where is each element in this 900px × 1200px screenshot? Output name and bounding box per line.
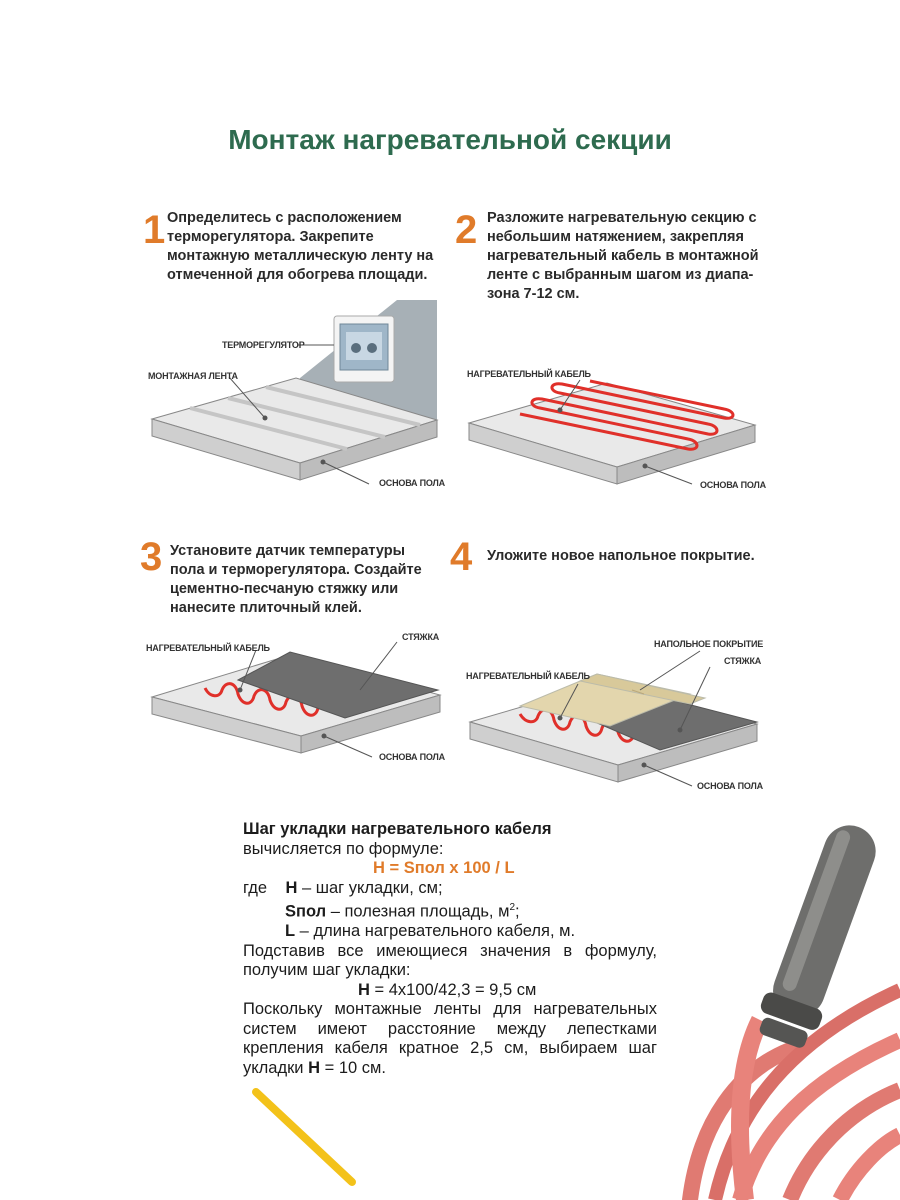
formula-conclusion xyxy=(243,1000,657,1078)
label-floor-base-3: ОСНОВА ПОЛА xyxy=(379,752,445,762)
formula-def-s xyxy=(243,898,657,922)
step-3-line: пола и терморегулятора. Создайте xyxy=(170,562,422,578)
formula-result-symbol: H xyxy=(358,980,370,999)
step-2-line: Разложите нагревательную секцию с xyxy=(487,210,757,226)
formula-substitute: Подставив все имеющиеся значения в формулу, получим шаг укладки: xyxy=(243,941,657,979)
pointer-dot xyxy=(263,416,268,421)
formula-expression: H = Sпол х 100 / L xyxy=(373,859,515,877)
formula-s-symbol: Sпол xyxy=(285,902,327,921)
formula-s-sup: 2 xyxy=(509,902,516,913)
page-title: Монтаж нагревательной секции xyxy=(228,124,672,155)
formula-l-symbol: L xyxy=(285,922,296,940)
formula-conclusion-text: Поскольку монтажные ленты для нагревательных систем имеют расстояние между лепестками крепления кабеля кратное 2,5 см, выбираем шаг укладки xyxy=(243,1000,657,1077)
label-floor-base-4: ОСНОВА ПОЛА xyxy=(697,781,763,791)
step-2-number: 2 xyxy=(455,208,478,252)
cable-coil xyxy=(840,1135,900,1200)
pointer-dot xyxy=(642,763,647,768)
formula-s-desc: – полезная площадь, м xyxy=(326,902,510,921)
label-heating-cable-4: НАГРЕВАТЕЛЬНЫЙ КАБЕЛЬ xyxy=(466,671,590,681)
step-2-line: небольшим натяжением, закрепляя xyxy=(487,229,744,245)
pointer-dot xyxy=(321,460,326,465)
pointer-dot xyxy=(558,716,563,721)
formula-final-symbol: H xyxy=(308,1058,321,1077)
formula-intro: вычисляется по формуле: xyxy=(243,839,444,858)
label-floor-base-1: ОСНОВА ПОЛА xyxy=(379,478,445,488)
label-heating-cable-3: НАГРЕВАТЕЛЬНЫЙ КАБЕЛЬ xyxy=(146,643,270,653)
label-heating-cable-2: НАГРЕВАТЕЛЬНЫЙ КАБЕЛЬ xyxy=(467,369,591,379)
formula-def-l xyxy=(243,922,657,942)
pointer-line xyxy=(640,651,700,690)
formula-h-symbol: H xyxy=(285,878,298,897)
step-1-line: Определитесь с расположением xyxy=(167,210,402,226)
step-1-line: монтажную металлическую ленту на xyxy=(167,248,434,264)
label-screed-4: СТЯЖКА xyxy=(724,656,762,666)
decorative-stripe xyxy=(256,1092,352,1182)
formula-section xyxy=(243,820,657,1078)
pointer-dot xyxy=(238,688,243,693)
formula-final-value: = 10 см. xyxy=(320,1058,386,1077)
step-4-line: Уложите новое напольное покрытие. xyxy=(487,548,755,564)
diagram-1 xyxy=(152,300,437,484)
label-screed-3: СТЯЖКА xyxy=(402,632,440,642)
label-mounting-tape: МОНТАЖНАЯ ЛЕНТА xyxy=(148,371,238,381)
formula-result xyxy=(243,981,657,1001)
formula-def-h xyxy=(243,879,657,899)
step-1-line: отмеченной для обогрева площади. xyxy=(167,267,428,283)
label-floor-base-2: ОСНОВА ПОЛА xyxy=(700,480,766,490)
thermostat-icon xyxy=(367,343,377,353)
formula-h-desc: – шаг укладки, см; xyxy=(297,878,443,897)
step-2-line: зона 7-12 см. xyxy=(487,286,580,302)
step-1-number: 1 xyxy=(143,208,166,252)
formula-l-desc: – длина нагревательного кабеля, м. xyxy=(295,922,576,940)
cable-photo xyxy=(690,816,900,1200)
pointer-dot xyxy=(558,408,563,413)
formula-where: где xyxy=(243,878,268,897)
thermostat-display xyxy=(346,332,382,360)
formula-heading: Шаг укладки нагревательного кабеля xyxy=(243,820,552,838)
step-2-line: ленте с выбранным шагом из диапа- xyxy=(487,267,754,283)
thermostat-icon xyxy=(351,343,361,353)
step-3-line: цементно-песчаную стяжку или xyxy=(170,581,399,597)
step-3-line: Установите датчик температуры xyxy=(170,543,405,559)
diagram-3 xyxy=(152,642,440,757)
pointer-dot xyxy=(322,734,327,739)
pointer-line xyxy=(644,765,692,786)
thermostat-device xyxy=(334,316,394,382)
label-floor-covering: НАПОЛЬНОЕ ПОКРЫТИЕ xyxy=(654,639,764,649)
step-2-line: нагревательный кабель в монтажной xyxy=(487,248,759,264)
step-1-line: терморегулятора. Закрепите xyxy=(167,229,374,245)
pointer-dot xyxy=(643,464,648,469)
sensor-probe xyxy=(751,816,887,1051)
label-thermostat: ТЕРМОРЕГУЛЯТОР xyxy=(222,340,305,350)
sensor-head xyxy=(766,818,883,1024)
pointer-dot xyxy=(678,728,683,733)
formula-result-value: = 4х100/42,3 = 9,5 см xyxy=(369,980,537,999)
step-3-number: 3 xyxy=(140,535,163,579)
step-4-number: 4 xyxy=(450,535,473,579)
step-3-line: нанесите плиточный клей. xyxy=(170,600,362,616)
formula-s-end: ; xyxy=(515,902,520,921)
diagram-2 xyxy=(469,380,755,484)
